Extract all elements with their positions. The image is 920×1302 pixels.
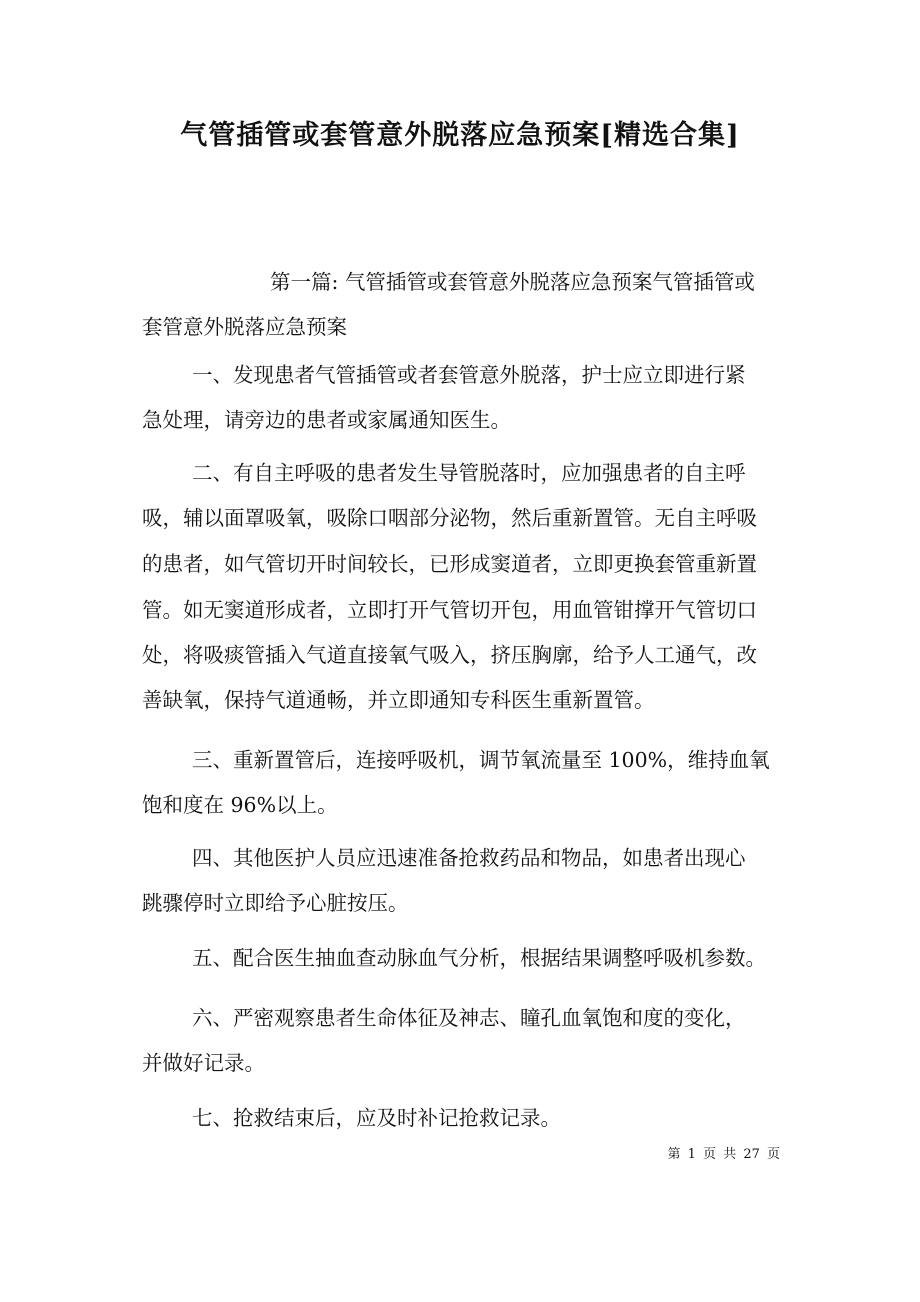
page-number: 第 1 页 共 27 页 [667, 1147, 780, 1162]
paragraph-line: 的患者，如气管切开时间较长，已形成窦道者，立即更换套管重新置 [142, 552, 757, 576]
paragraph-line: 急处理，请旁边的患者或家属通知医生。 [142, 408, 511, 432]
paragraph-line: 四、其他医护人员应迅速准备抢救药品和物品，如患者出现心 [192, 846, 746, 870]
paragraph-line: 三、重新置管后，连接呼吸机，调节氧流量至 100%，维持血氧 [192, 748, 770, 772]
paragraph-line: 一、发现患者气管插管或者套管意外脱落，护士应立即进行紧 [192, 363, 746, 387]
paragraph-line: 并做好记录。 [142, 1051, 265, 1075]
document-title: 气管插管或套管意外脱落应急预案[精选合集] [180, 120, 740, 151]
paragraph-line: 跳骤停时立即给予心脏按压。 [142, 891, 409, 915]
paragraph-line: 饱和度在 96%以上。 [142, 793, 338, 817]
paragraph-line: 善缺氧，保持气道通畅，并立即通知专科医生重新置管。 [142, 688, 655, 712]
paragraph-line: 吸，辅以面罩吸氧，吸除口咽部分泌物，然后重新置管。无自主呼吸 [142, 506, 757, 530]
section-heading: 第一篇: 气管插管或套管意外脱落应急预案气管插管或 [270, 270, 755, 294]
section-heading-cont: 套管意外脱落应急预案 [142, 315, 347, 339]
paragraph-line: 二、有自主呼吸的患者发生导管脱落时，应加强患者的自主呼 [192, 461, 746, 485]
paragraph-line: 六、严密观察患者生命体征及神志、瞳孔血氧饱和度的变化， [192, 1006, 746, 1030]
paragraph-line: 五、配合医生抽血查动脉血气分析，根据结果调整呼吸机参数。 [192, 946, 766, 970]
paragraph-line: 处，将吸痰管插入气道直接氧气吸入，挤压胸廓，给予人工通气，改 [142, 643, 757, 667]
paragraph-line: 七、抢救结束后，应及时补记抢救记录。 [192, 1106, 561, 1130]
paragraph-line: 管。如无窦道形成者，立即打开气管切开包，用血管钳撑开气管切口 [142, 598, 757, 622]
